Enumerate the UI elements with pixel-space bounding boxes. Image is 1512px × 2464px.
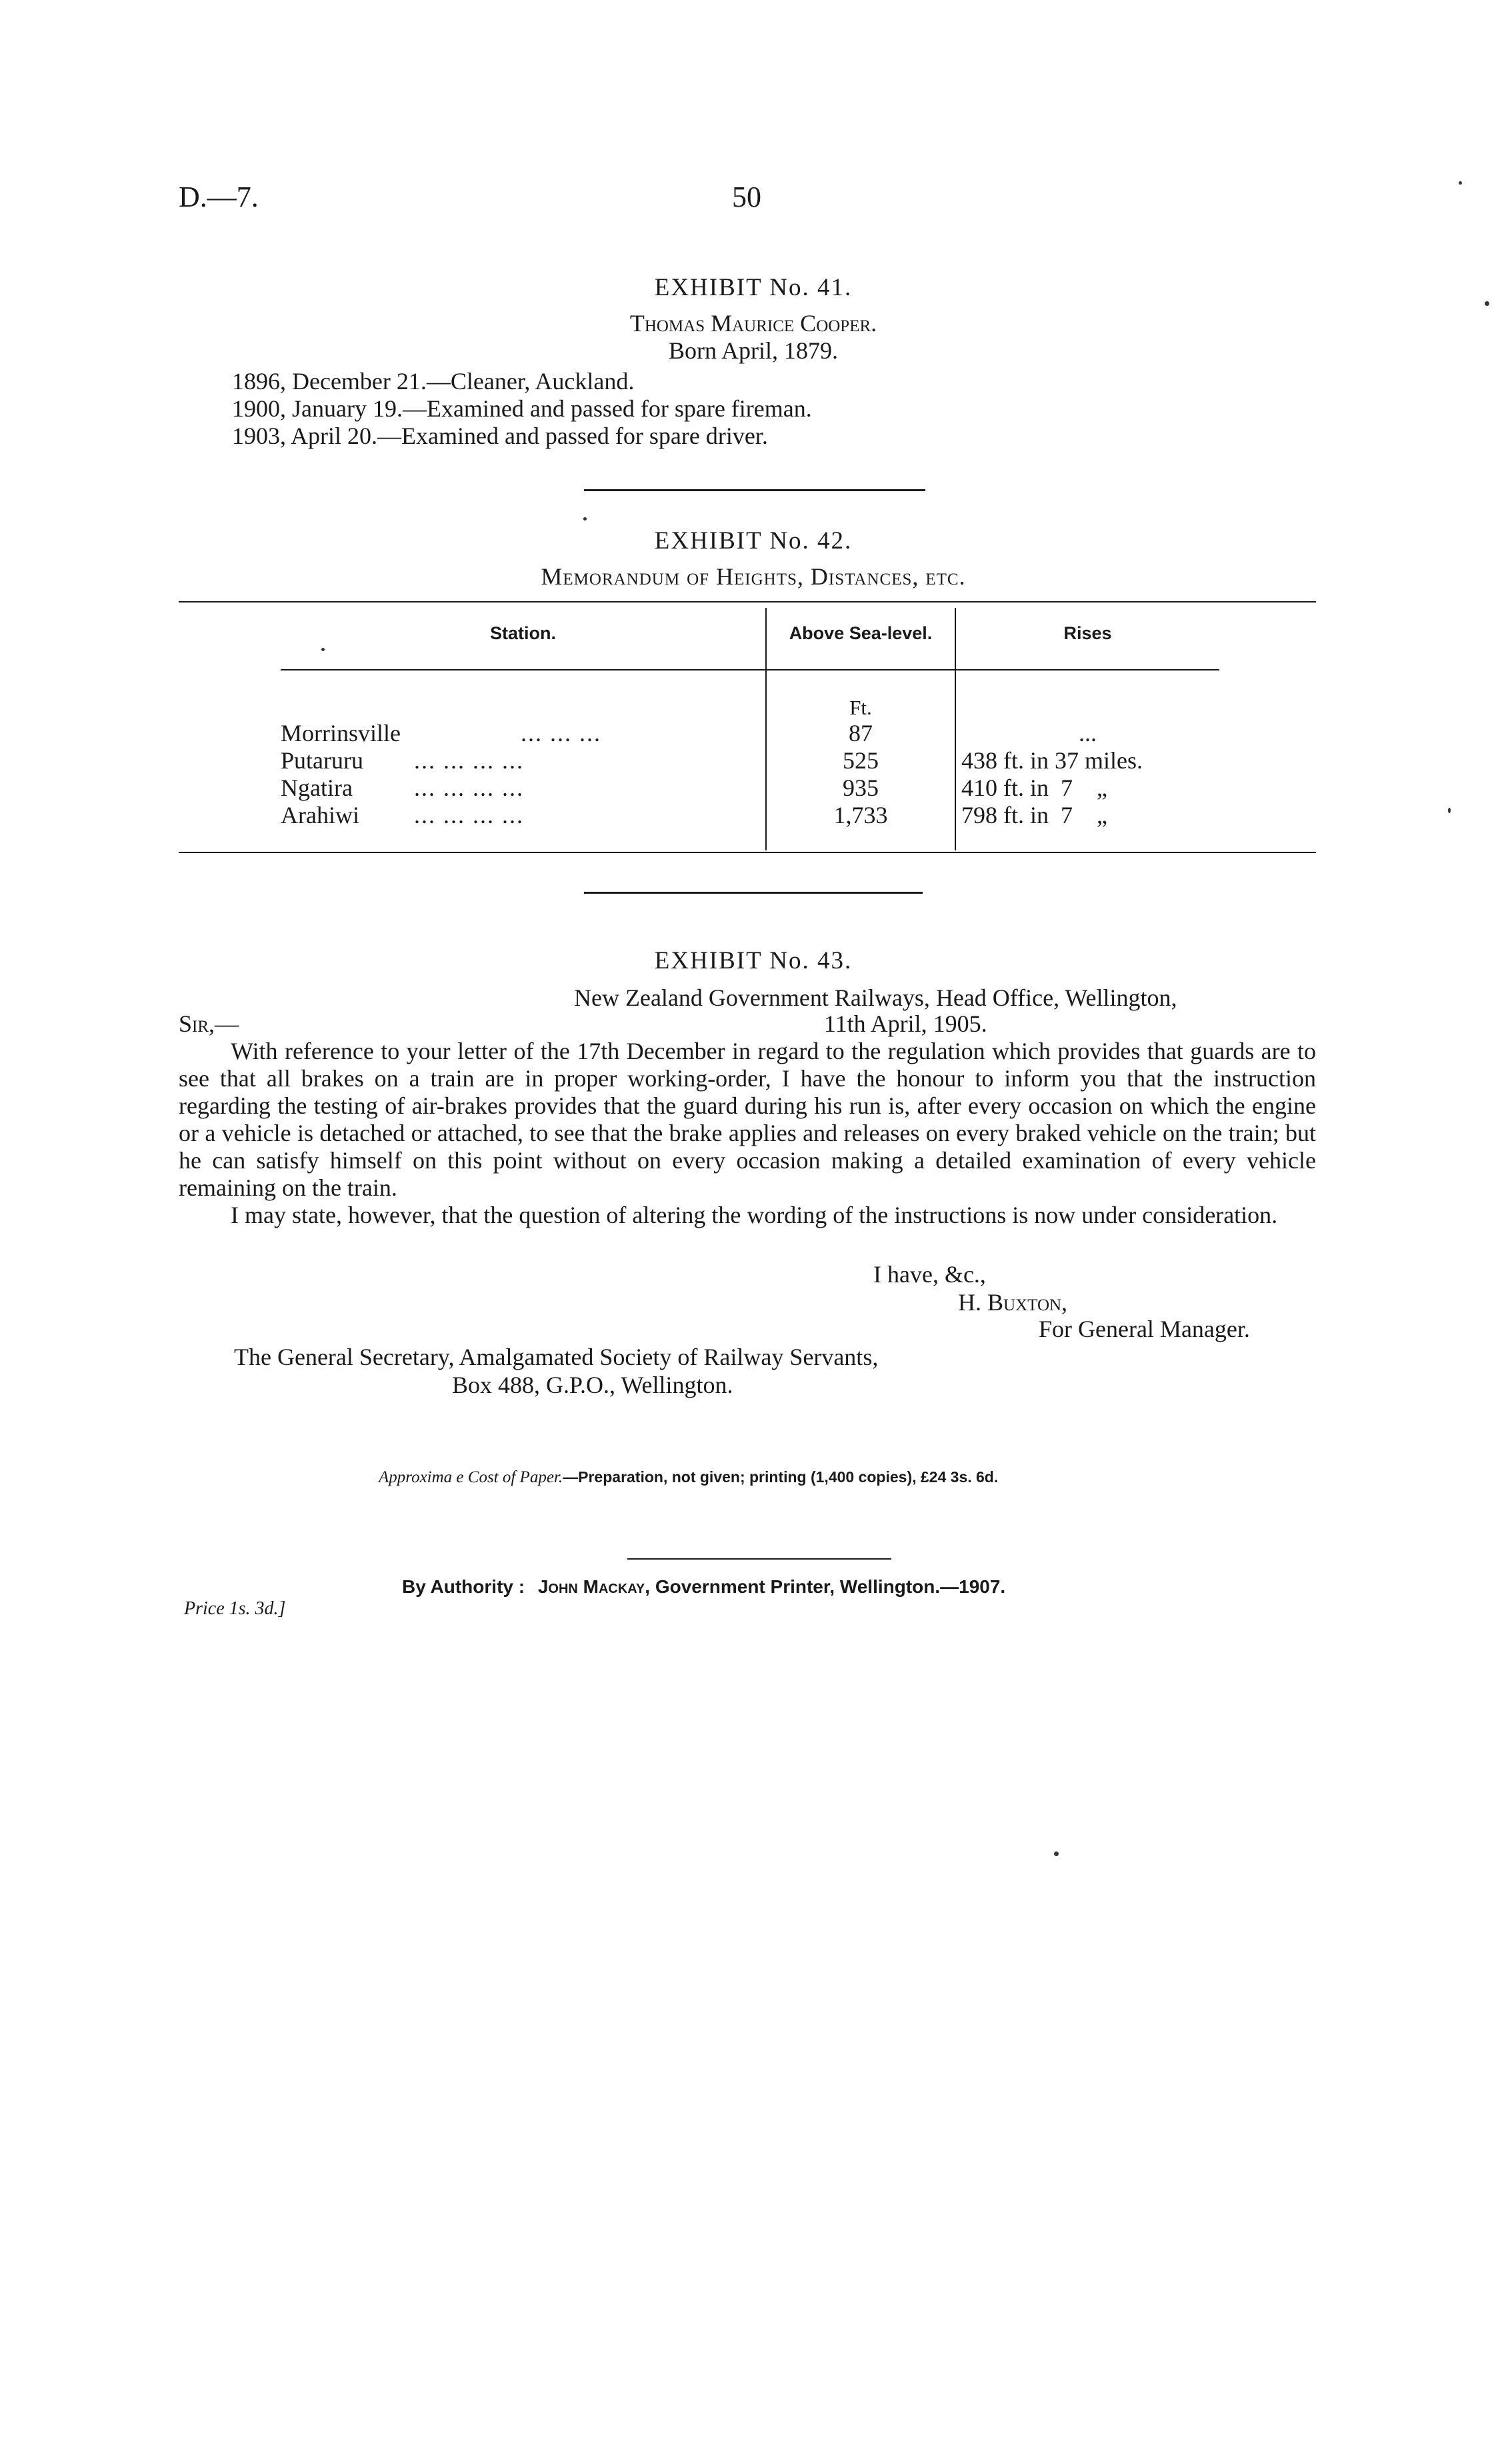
record-line: 1896, December 21.—Cleaner, Auckland. (232, 368, 635, 395)
letter-salutation: Sir,— (179, 1010, 239, 1037)
table-top-rule (179, 601, 1316, 603)
cost-label: Approxima e Cost of Paper. (379, 1468, 563, 1486)
exhibit-41-title: EXHIBIT No. 41. (654, 274, 853, 301)
column-header-sea-level: Above Sea-level. (789, 623, 933, 643)
cost-of-paper-line (379, 1468, 998, 1487)
document-reference: D.—7. (179, 181, 259, 213)
column-header-station: Station. (490, 623, 556, 643)
letter-signature: H. Buxton, (958, 1289, 1068, 1316)
sea-level-height: 935 (843, 774, 879, 801)
exhibit-42-subtitle: Memorandum of Heights, Distances, etc. (541, 563, 966, 590)
rise-value: 798 ft. in 7 „ (961, 802, 1107, 828)
table-row (281, 747, 1247, 774)
printer-imprint (402, 1576, 1005, 1598)
price-label: Price 1s. 3d.] (184, 1598, 286, 1619)
table-bottom-rule (179, 852, 1316, 853)
divider (584, 892, 923, 894)
letter-signature-title: For General Manager. (1039, 1316, 1250, 1342)
printer-name: John Mackay, (537, 1576, 651, 1597)
leader-dots: ... ... ... ... (414, 802, 524, 828)
heights-table-body (281, 720, 1247, 829)
sea-level-height: 525 (843, 747, 879, 774)
printer-rest: Government Printer, Wellington.—1907. (655, 1576, 1006, 1597)
exhibit-41-name: Thomas Maurice Cooper. (629, 310, 877, 337)
letter-body (179, 1038, 1316, 1229)
cost-text: —Preparation, not given; printing (1,400 copies), £24 3s. 6d. (563, 1468, 999, 1486)
letter-paragraph: With reference to your letter of the 17th December in regard to the regulation which provides that guards are to see that all brakes on a train are in proper working-order, I have the honour to inform you that the instruction regarding the testing of air-brakes provides that the guard during his run is, after every occasion on which the engine or a vehicle is detached or attached, to see that the brake applies and releases on every braked vehicle on the train; but he can satisfy himself on this point without on every occasion making a detailed examination of every vehicle remaining on the train. (179, 1038, 1316, 1201)
letter-recipient-address: Box 488, G.P.O., Wellington. (452, 1372, 733, 1398)
unit-label: Ft. (849, 696, 872, 719)
print-speck (583, 517, 587, 521)
print-speck (1448, 808, 1451, 813)
letter-paragraph: I may state, however, that the question of altering the wording of the instructions is now under consideration. (231, 1202, 1278, 1228)
divider (584, 489, 925, 491)
page-number: 50 (732, 181, 761, 213)
leader-dots: ... ... ... (521, 720, 601, 746)
table-row (281, 802, 1247, 829)
letter-date: 11th April, 1905. (824, 1010, 987, 1037)
authority-prefix: By Authority : (402, 1576, 525, 1597)
divider (627, 1558, 891, 1560)
sea-level-height: 1,733 (833, 802, 888, 828)
print-speck (321, 648, 325, 651)
exhibit-42-title: EXHIBIT No. 42. (654, 527, 853, 555)
letter-address: New Zealand Government Railways, Head Office, Wellington, (574, 984, 1177, 1011)
exhibit-41-records (232, 368, 1099, 450)
record-line: 1900, January 19.—Examined and passed for spare fireman. (232, 395, 812, 422)
rise-value: ... (1079, 720, 1097, 746)
station-name: Morrinsville (281, 720, 401, 746)
leader-dots: ... ... ... ... (414, 774, 524, 801)
station-name: Arahiwi (281, 802, 359, 828)
rise-value: 410 ft. in 7 „ (961, 774, 1107, 801)
table-row (281, 774, 1247, 802)
column-header-rises: Rises (1063, 623, 1112, 643)
header-underline (281, 669, 1219, 670)
record-line: 1903, April 20.—Examined and passed for spare driver. (232, 423, 768, 449)
station-name: Putaruru (281, 747, 363, 774)
leader-dots: ... ... ... ... (414, 747, 524, 774)
rise-value: 438 ft. in 37 miles. (961, 747, 1143, 774)
print-speck (1459, 181, 1462, 185)
print-speck (1485, 301, 1489, 306)
letter-recipient: The General Secretary, Amalgamated Society of Railway Servants, (234, 1344, 879, 1370)
table-row (281, 720, 1247, 747)
exhibit-41-born: Born April, 1879. (668, 337, 838, 364)
letter-closing: I have, &c., (873, 1261, 986, 1288)
station-name: Ngatira (281, 774, 353, 801)
exhibit-43-title: EXHIBIT No. 43. (654, 947, 853, 974)
print-speck (1054, 1851, 1059, 1856)
sea-level-height: 87 (849, 720, 873, 746)
